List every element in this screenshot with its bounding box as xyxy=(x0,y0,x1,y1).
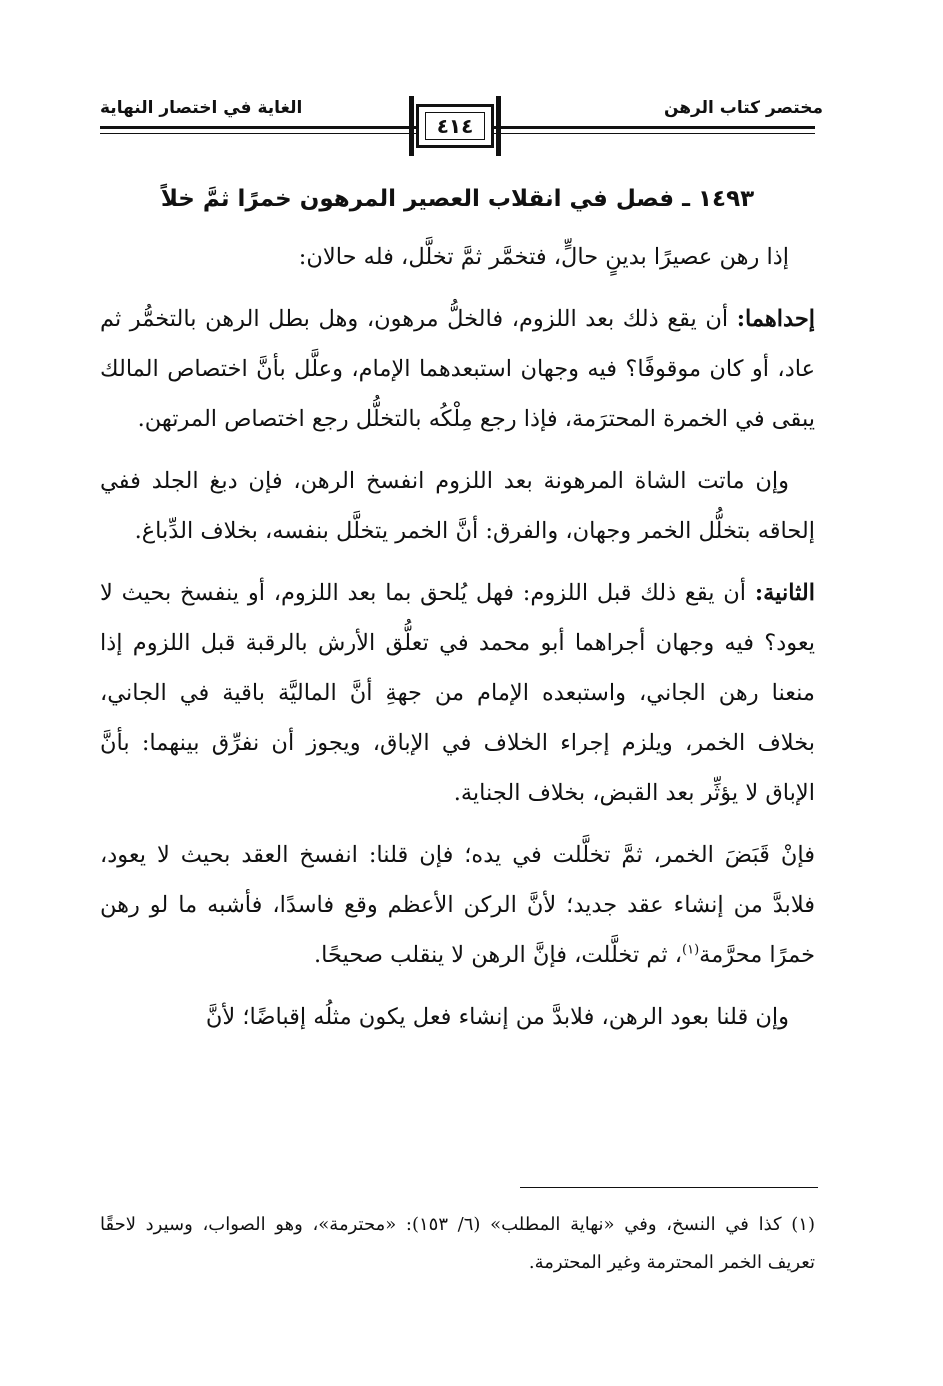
footnote-1: (١) كذا في النسخ، وفي «نهاية المطلب» (٦/ ١٥٣): «محترمة»، وهو الصواب، وسيرد لاحقًا تعريف الخمر المحترمة وغير المحترمة. xyxy=(100,1214,815,1273)
header-rule-left xyxy=(100,126,416,129)
second-case-text: أن يقع ذلك قبل اللزوم: فهل يُلحق بما بعد اللزوم، أو ينفسخ بحيث لا يعود؟ فيه وجهان أجراهما أبو محمد في تعلُّق الأرش بالرقبة قبل اللزوم إذا منعنا رهن الجاني، واستبعده الإمام من جهةِ أنَّ الماليَّة باقية في الجاني، بخلاف الخمر، ويلزم إجراء الخلاف في الإباق، ويجوز أن نفرِّق بينهما: بأنَّ الإباق لا يؤثِّر بعد القبض، بخلاف الجناية. xyxy=(100,580,815,806)
page-number-ornament-right xyxy=(496,96,501,156)
running-header-chapter: مختصر كتاب الرهن xyxy=(663,98,823,118)
paragraph-dead-sheep: وإن ماتت الشاة المرهونة بعد اللزوم انفسخ الرهن، فإن دبغ الجلد ففي إلحاقه بتخلُّل الخمر وجهان، والفرق: أنَّ الخمر يتخلَّل بنفسه، بخلاف الدِّباغ. xyxy=(100,468,815,544)
paragraph-return-of-pledge: وإن قلنا بعود الرهن، فلابدَّ من إنشاء فعل يكون مثلُه إقباضًا؛ لأنَّ xyxy=(205,1004,789,1030)
page-number: ٤١٤ xyxy=(436,114,474,138)
possession-text-before: فإنْ قَبَضَ الخمر، ثمَّ تخلَّلت في يده؛ فإن قلنا: انفسخ العقد بحيث لا يعود، فلابدَّ من إنشاء عقد جديد؛ لأنَّ الركن الأعظم وقع فاسدًا، فأشبه ما لو رهن خمرًا محرَّمة xyxy=(100,842,815,968)
header-rule-left-thin xyxy=(100,133,416,134)
header-rule-right-thin xyxy=(494,133,815,134)
footnote-rule xyxy=(520,1187,818,1188)
footnote-reference[interactable]: (١) xyxy=(682,942,700,958)
page-number-ornament-left xyxy=(409,96,414,156)
paragraph-first-case xyxy=(100,294,815,444)
section-heading: ١٤٩٣ ـ فصل في انقلاب العصير المرهون خمرًا ثمَّ خلاً xyxy=(160,186,755,212)
header-rule-right xyxy=(494,126,815,129)
main-text xyxy=(100,174,815,1054)
possession-text-after: ، ثم تخلَّلت، فإنَّ الرهن لا ينقلب صحيحًا. xyxy=(314,942,683,968)
first-case-label: إحداهما: xyxy=(736,306,815,332)
running-header-book-title: الغاية في اختصار النهاية xyxy=(100,98,303,118)
first-case-text: أن يقع ذلك بعد اللزوم، فالخلُّ مرهون، وهل بطل الرهن بالتخمُّر ثم عاد، أو كان موقوفًا؟ فيه وجهان استبعدهما الإمام، وعلَّل بأنَّ اختصاص المالك يبقى في الخمرة المحترَمة، فإذا رجع مِلْكُه بالتخلُّل رجع اختصاص المرتهن. xyxy=(100,306,815,432)
paragraph-possession xyxy=(100,830,815,980)
intro-paragraph: إذا رهن عصيرًا بدينٍ حالٍّ، فتخمَّر ثمَّ تخلَّل، فله حالان: xyxy=(298,244,789,270)
second-case-label: الثانية: xyxy=(754,580,815,606)
paragraph-second-case xyxy=(100,568,815,818)
